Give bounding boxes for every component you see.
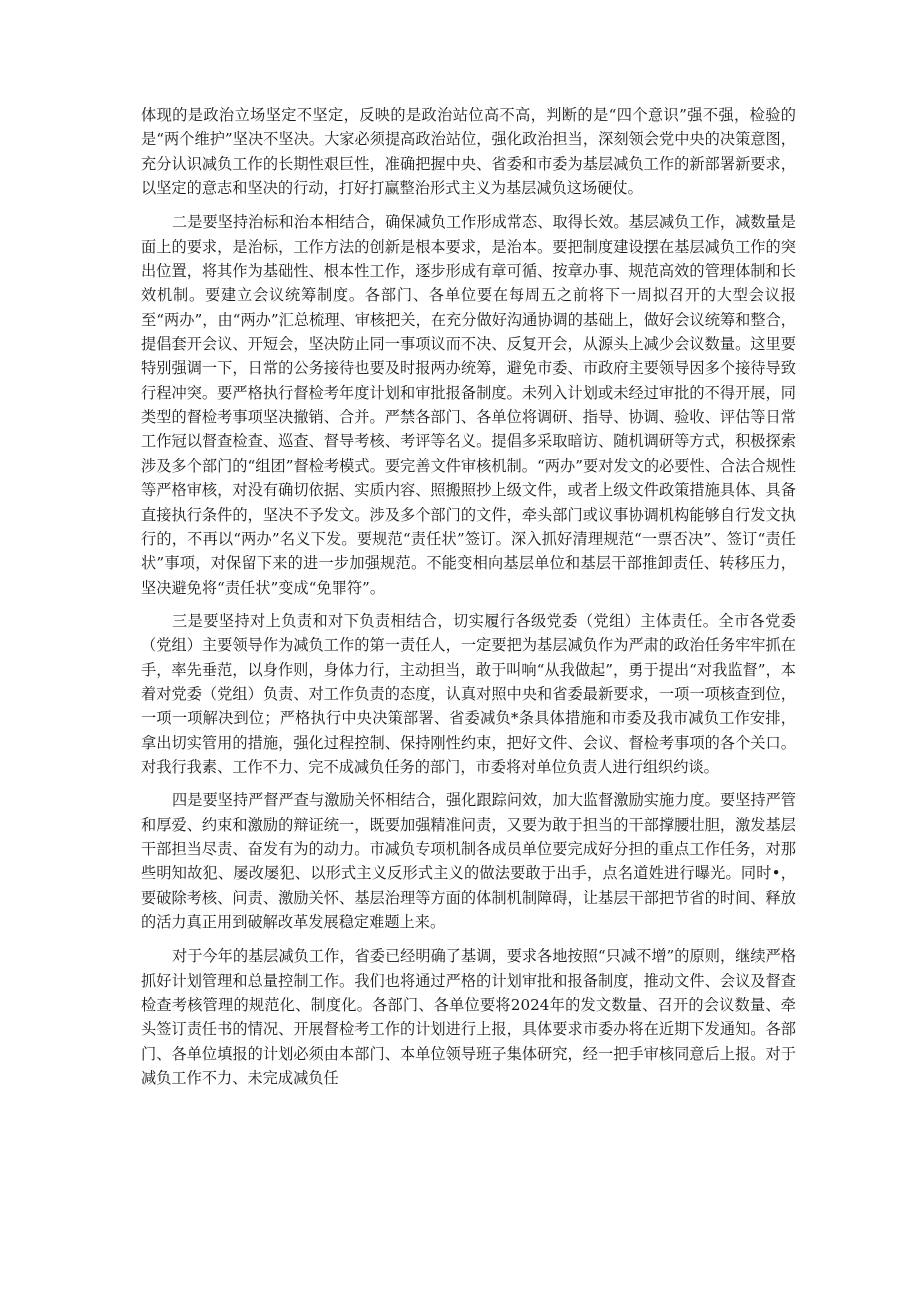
- document-page: [141, 103, 796, 1090]
- paragraph-continuation: 体现的是政治立场坚定不坚定，反映的是政治站位高不高，判断的是“四个意识”强不强，检验的是“两个维护”坚决不坚决。大家必须提高政治站位，强化政治担当，深刻领会党中央的决策意图，充分认识减负工作的长期性艰巨性，准确把握中央、省委和市委为基层减负工作的新部署新要求，以坚定的意志和坚决的行动，打好打赢整治形式主义为基层减负这场硬仗。: [141, 106, 796, 198]
- paragraph-point-four: 四是要坚持严督严查与激励关怀相结合，强化跟踪问效，加大监督激励实施力度。要坚持严管和厚爱、约束和激励的辩证统一，既要加强精准问责，又要为敢于担当的干部撑腰壮胆，激发基层干部担当尽责、奋发有为的动力。市减负专项机制各成员单位要完成好分担的重点工作任务，对那些明知故犯、屡改屡犯、以形式主义反形式主义的做法要敢于出手，点名道姓进行曝光。同时•，要破除考核、问责、激励关怀、基层治理等方面的体制机制障碍，让基层干部把节省的时间、释放的活力真正用到破解改革发展稳定难题上来。: [141, 791, 796, 931]
- paragraph-point-three: 三是要坚持对上负责和对下负责相结合，切实履行各级党委（党组）主体责任。全市各党委（党组）主要领导作为减负工作的第一责任人，一定要把为基层减负作为严肃的政治任务牢牢抓在手，率先垂范，以身作则，身体力行，主动担当，敢于叫响“从我做起”，勇于提出“对我监督”，本着对党委（党组）负责、对工作负责的态度，认真对照中央和省委最新要求，一项一项核查到位，一项一项解决到位；严格执行中央决策部署、省委减负*条具体措施和市委及我市减负工作安排，拿出切实管用的措施，强化过程控制、保持刚性约束，把好文件、会议、督检考事项的各个关口。对我行我素、工作不力、完不成减负任务的部门，市委将对单位负责人进行组织约谈。: [141, 611, 796, 776]
- paragraph-point-two: 二是要坚持治标和治本相结合，确保减负工作形成常态、取得长效。基层减负工作，减数量是面上的要求，是治标，工作方法的创新是根本要求，是治本。要把制度建设摆在基层减负工作的突出位置，将其作为基础性、根本性工作，逐步形成有章可循、按章办事、规范高效的管理体制和长效机制。要建立会议统筹制度。各部门、各单位要在每周五之前将下一周拟召开的大型会议报至“两办”，由“两办”汇总梳理、审核把关，在充分做好沟通协调的基础上，做好会议统筹和整合，提倡套开会议、开短会，坚决防止同一事项议而不决、反复开会，从源头上减少会议数量。这里要特别强调一下，日常的公务接待也要及时报两办统筹，避免市委、市政府主要领导因多个接待导致行程冲突。要严格执行督检考年度计划和审批报备制度。未列入计划或未经过审批的不得开展，同类型的督检考事项坚决撤销、合并。严禁各部门、各单位将调研、指导、协调、验收、评估等日常工作冠以督查检查、巡查、督导考核、考评等名义。提倡多采取暗访、随机调研等方式，积极探索涉及多个部门的“组团”督检考模式。要完善文件审核机制。“两办”要对发文的必要性、合法合规性等严格审核，对没有确切依据、实质内容、照搬照抄上级文件，或者上级文件政策措施具体、具备直接执行条件的，坚决不予发文。涉及多个部门的文件，牵头部门或议事协调机构能够自行发文执行的，不再以“两办”名义下发。要规范“责任状”签订。深入抓好清理规范“一票否决”、签订“责任状”事项，对保留下来的进一步加强规范。不能变相向基层单位和基层干部推卸责任、转移压力，坚决避免将“责任状”变成“免罪符”。: [141, 213, 796, 597]
- paragraph-annual-plan: 对于今年的基层减负工作，省委已经明确了基调，要求各地按照“只减不增”的原则，继续严格抓好计划管理和总量控制工作。我们也将通过严格的计划审批和报备制度，推动文件、会议及督查检查考核管理的规范化、制度化。各部门、各单位要将2024年的发文数量、召开的会议数量、牵头签订责任书的情况、开展督检考工作的计划进行上报，具体要求市委办将在近期下发通知。各部门、各单位填报的计划必须由本部门、本单位领导班子集体研究，经一把手审核同意后上报。对于减负工作不力、未完成减负任: [141, 947, 796, 1088]
